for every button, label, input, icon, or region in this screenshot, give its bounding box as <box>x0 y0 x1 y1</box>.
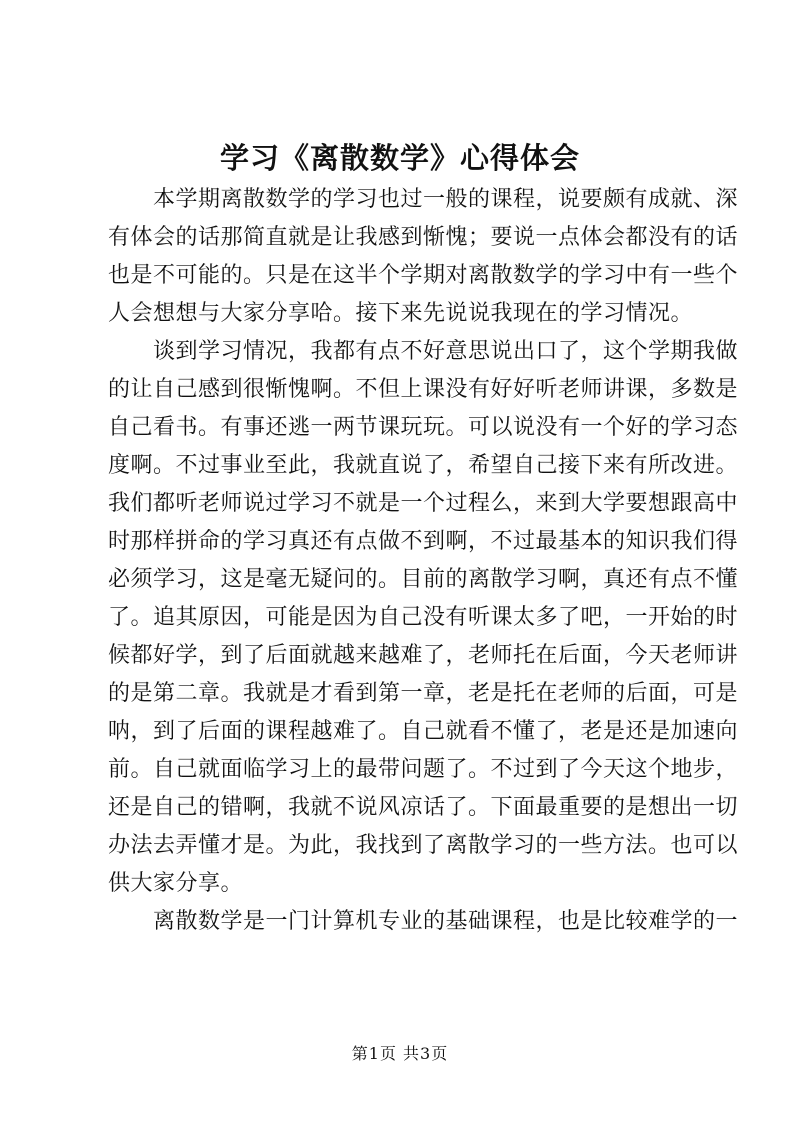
text-line: 前。自己就面临学习上的最带问题了。不过到了今天这个地步， <box>108 757 739 782</box>
text-line: 有体会的话那简直就是让我感到惭愧；要说一点体会都没有的话 <box>108 225 739 250</box>
text-line: 候都好学，到了后面就越来越难了，老师托在后面，今天老师讲 <box>108 643 739 668</box>
text-line: 还是自己的错啊，我就不说风凉话了。下面最重要的是想出一切 <box>108 795 739 820</box>
text-line: 也是不可能的。只是在这半个学期对离散数学的学习中有一些个 <box>108 263 739 288</box>
text-line: 供大家分享。 <box>108 871 244 896</box>
text-line: 度啊。不过事业至此，我就直说了，希望自己接下来有所改进。 <box>108 453 739 478</box>
page-footer: 第1页 共3页 <box>351 1044 449 1063</box>
text-line: 的让自己感到很惭愧啊。不但上课没有好好听老师讲课，多数是 <box>108 377 739 402</box>
text-line: 自己看书。有事还逃一两节课玩玩。可以说没有一个好的学习态 <box>108 415 739 440</box>
text-line: 人会想想与大家分享哈。接下来先说说我现在的学习情况。 <box>108 301 694 326</box>
text-line: 离散数学是一门计算机专业的基础课程，也是比较难学的一 <box>108 909 739 934</box>
text-line: 办法去弄懂才是。为此，我找到了离散学习的一些方法。也可以 <box>108 833 739 858</box>
text-line: 呐，到了后面的课程越难了。自己就看不懂了，老是还是加速向 <box>108 719 739 744</box>
text-line: 谈到学习情况，我都有点不好意思说出口了，这个学期我做 <box>108 339 739 364</box>
text-line: 的是第二章。我就是才看到第一章，老是托在老师的后面，可是 <box>108 681 739 706</box>
text-line: 时那样拼命的学习真还有点做不到啊，不过最基本的知识我们得 <box>108 529 739 554</box>
text-line: 本学期离散数学的学习也过一般的课程，说要颇有成就、深 <box>108 187 739 212</box>
text-line: 必须学习，这是毫无疑问的。目前的离散学习啊，真还有点不懂 <box>108 567 739 592</box>
text-line: 我们都听老师说过学习不就是一个过程么，来到大学要想跟高中 <box>108 491 739 516</box>
text-line: 了。追其原因，可能是因为自己没有听课太多了吧，一开始的时 <box>108 605 739 630</box>
document-title: 学习《离散数学》心得体会 <box>219 141 580 175</box>
